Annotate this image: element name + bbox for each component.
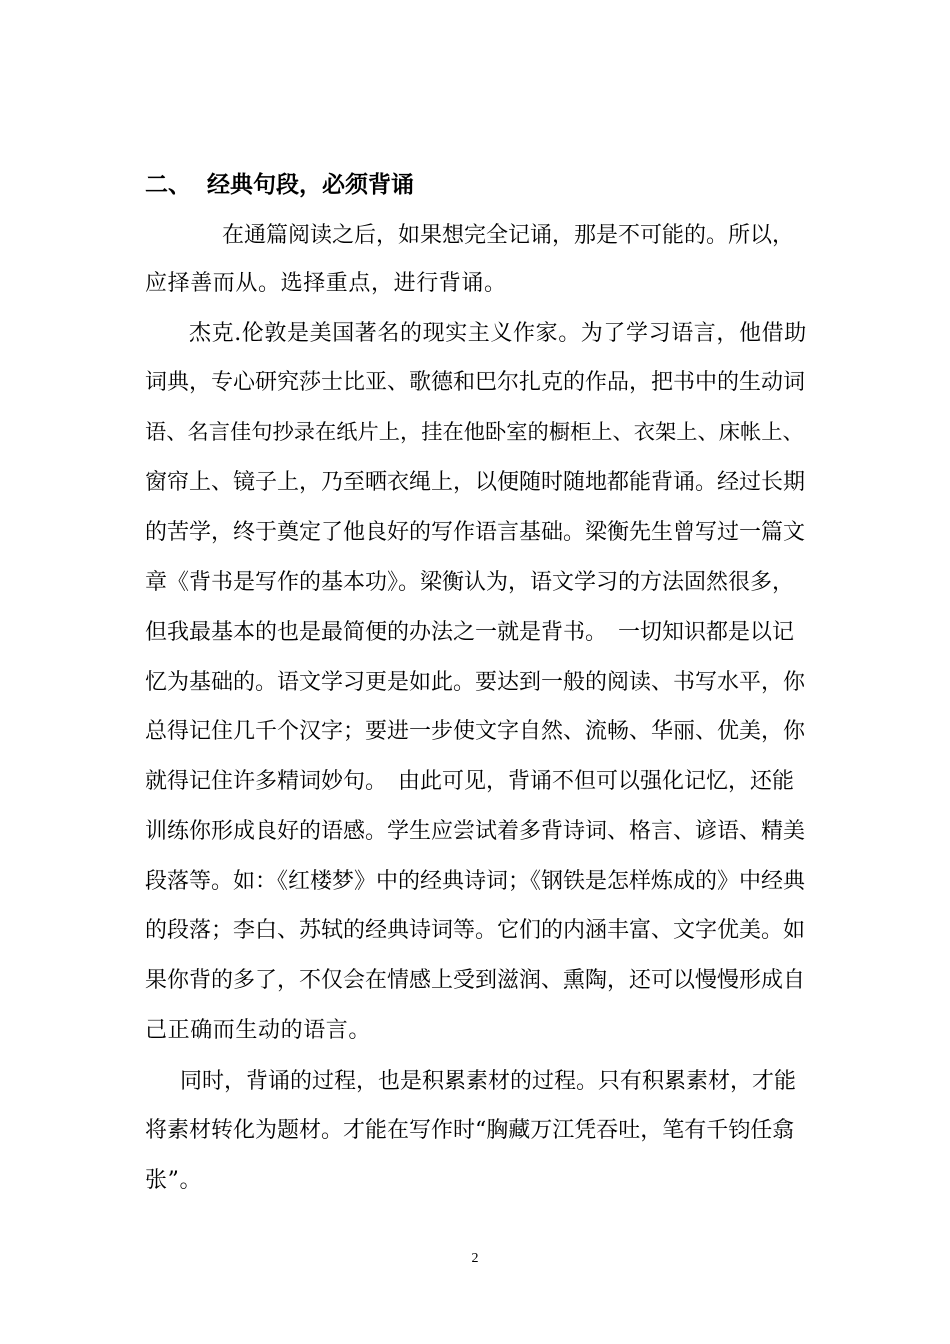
paragraph-2-line-6: 章《背书是写作的基本功》。梁衡认为，语文学习的方法固然很多， <box>145 570 795 595</box>
paragraph-2-line-8: 忆为基础的。语文学习更是如此。要达到一般的阅读、书写水平，你 <box>145 670 806 695</box>
paragraph-2-line-15: 己正确而生动的语言。 <box>145 1018 372 1043</box>
paragraph-2-line-9: 总得记住几千个汉字；要进一步使文字自然、流畅、华丽、优美，你 <box>145 719 806 744</box>
paragraph-3-line-2: 将素材转化为题材。才能在写作时“胸藏万江凭吞吐，笔有千钧任翕 <box>145 1118 795 1143</box>
paragraph-2-line-10: 就得记住许多精词妙句。 由此可见，背诵不但可以强化记忆，还能 <box>145 769 795 794</box>
paragraph-2-line-2: 词典，专心研究莎士比亚、歌德和巴尔扎克的作品，把书中的生动词 <box>145 370 806 395</box>
paragraph-2-line-7: 但我最基本的也是最简便的办法之一就是背书。 一切知识都是以记 <box>145 620 795 645</box>
paragraph-2-line-13: 的段落；李白、苏轼的经典诗词等。它们的内涵丰富、文字优美。如 <box>145 918 806 943</box>
paragraph-2-line-4: 窗帘上、镜子上，乃至晒衣绳上，以便随时随地都能背诵。经过长期 <box>145 470 806 495</box>
section-number: 二、 <box>145 172 191 198</box>
section-heading <box>145 165 414 205</box>
paragraph-2-line-5: 的苦学，终于奠定了他良好的写作语言基础。梁衡先生曾写过一篇文 <box>145 520 806 545</box>
paragraph-2-line-3: 语、名言佳句抄录在纸片上，挂在他卧室的橱柜上、衣架上、床帐上、 <box>145 420 804 445</box>
section-title: 经典句段，必须背诵 <box>207 172 414 198</box>
paragraph-1-line-2: 应择善而从。选择重点，进行背诵。 <box>145 271 507 296</box>
paragraph-1-line-1: 在通篇阅读之后，如果想完全记诵，那是不可能的。所以， <box>222 223 795 248</box>
paragraph-2-line-11: 训练你形成良好的语感。学生应尝试着多背诗词、格言、谚语、精美 <box>145 819 806 844</box>
page-number: 2 <box>471 1251 479 1266</box>
paragraph-2-line-1: 杰克.伦敦是美国著名的现实主义作家。为了学习语言，他借助 <box>189 321 807 346</box>
paragraph-3-line-1: 同时，背诵的过程，也是积累素材的过程。只有积累素材，才能 <box>180 1069 797 1094</box>
paragraph-3-line-3: 张”。 <box>145 1168 203 1193</box>
paragraph-2-line-12: 段落等。如：《红楼梦》中的经典诗词；《钢铁是怎样炼成的》中经典 <box>145 869 806 894</box>
paragraph-2-line-14: 果你背的多了，不仅会在情感上受到滋润、熏陶，还可以慢慢形成自 <box>145 968 806 993</box>
